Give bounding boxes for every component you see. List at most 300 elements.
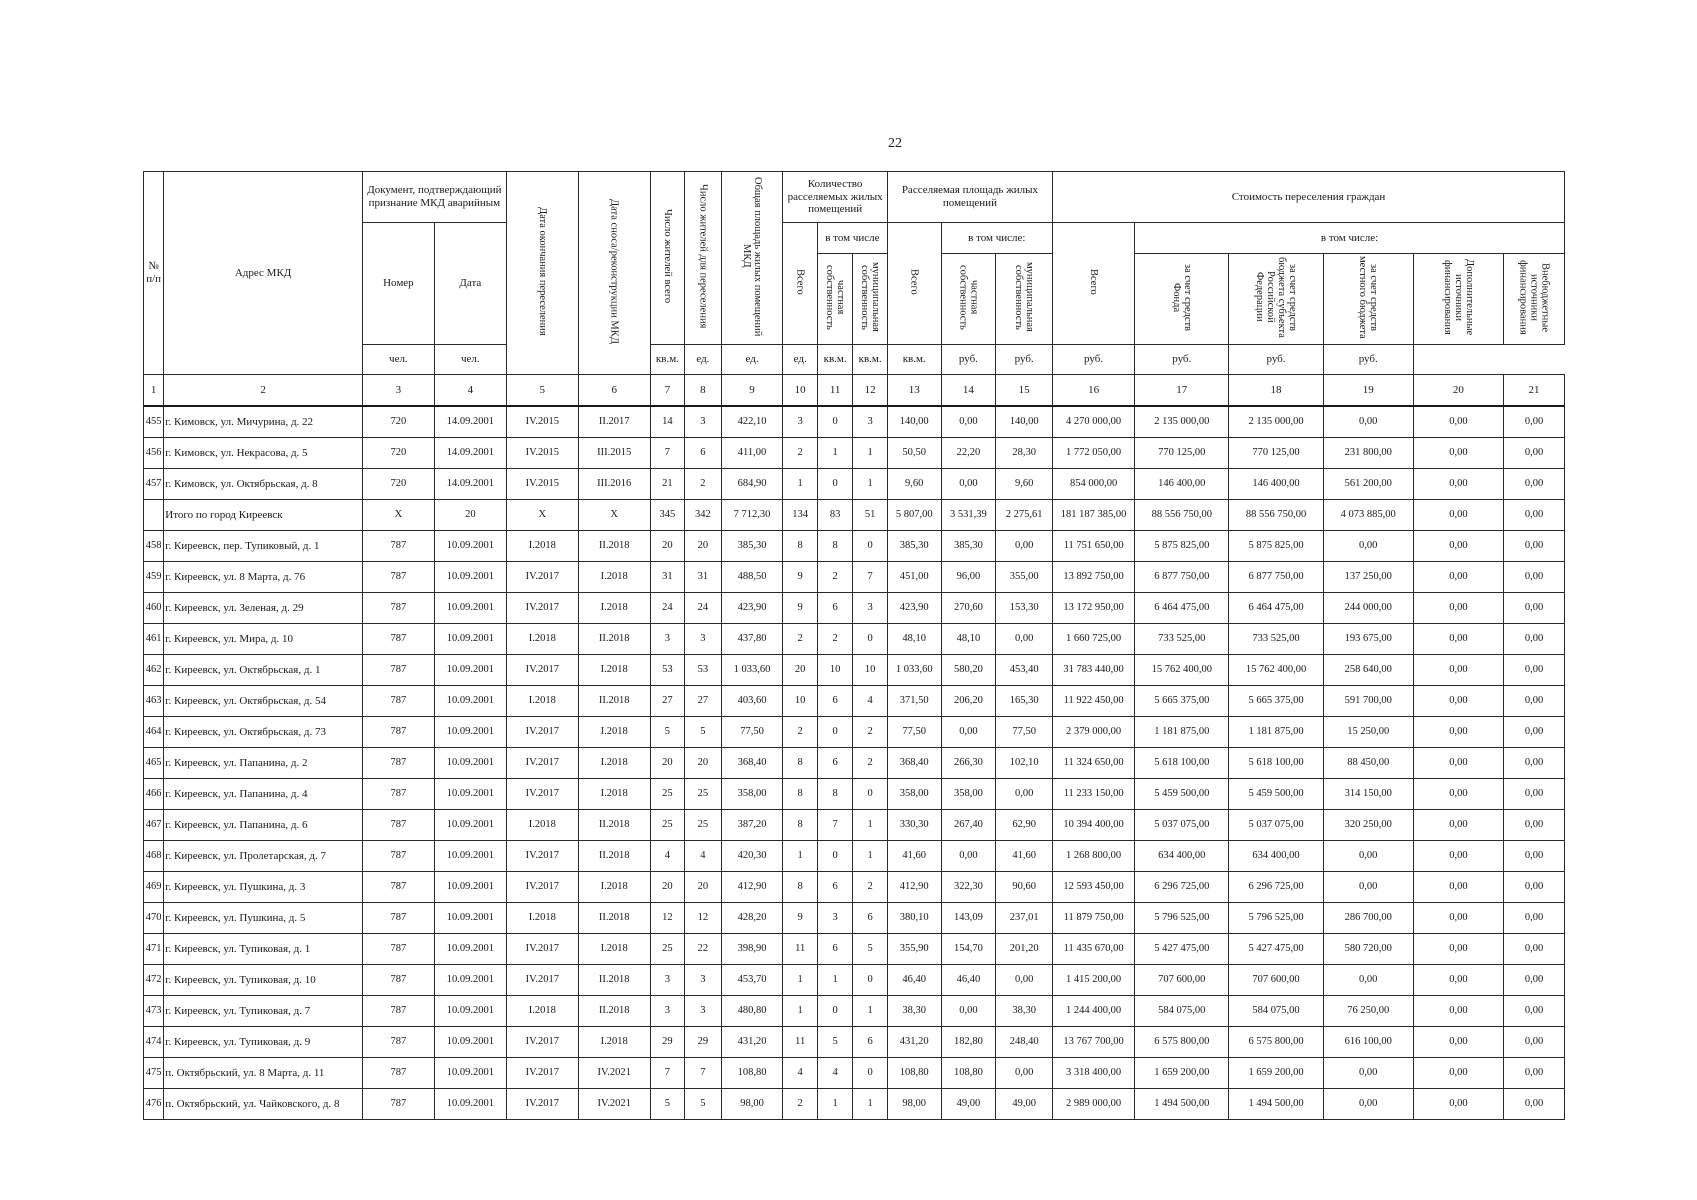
cell-r-res: 25	[685, 779, 721, 810]
cell-r-total: 4	[650, 841, 684, 872]
cell-q-mun: 1	[853, 1089, 887, 1120]
cell-c-all: 11 922 450,00	[1053, 686, 1135, 717]
cell-doc-no: 787	[362, 1089, 434, 1120]
column-number: 13	[887, 375, 941, 407]
cell-r-res: 7	[685, 1058, 721, 1089]
cell-q-all: 11	[783, 1027, 817, 1058]
cell-c-fund: 5 459 500,00	[1135, 779, 1229, 810]
cell-c-local: 76 250,00	[1323, 996, 1413, 1027]
cell-c-all: 181 187 385,00	[1053, 500, 1135, 531]
cell-q-mun: 7	[853, 562, 887, 593]
cell-c-fund: 5 427 475,00	[1135, 934, 1229, 965]
cell-doc-date: 10.09.2001	[434, 717, 506, 748]
cell-demo: III.2015	[578, 438, 650, 469]
cell-doc-date: 10.09.2001	[434, 779, 506, 810]
cell-demo: II.2018	[578, 841, 650, 872]
cell-r-total: 25	[650, 779, 684, 810]
cell-doc-date: 10.09.2001	[434, 872, 506, 903]
cell-demo: III.2016	[578, 469, 650, 500]
cell-c-off: 0,00	[1504, 810, 1565, 841]
header-area-in-that: в том числе:	[941, 223, 1053, 254]
cell-c-fund: 770 125,00	[1135, 438, 1229, 469]
cell-doc-date: 10.09.2001	[434, 841, 506, 872]
cell-q-priv: 0	[817, 841, 852, 872]
cell-c-subj: 5 665 375,00	[1229, 686, 1323, 717]
unit-rub-2: руб.	[996, 345, 1053, 375]
cell-q-mun: 6	[853, 1027, 887, 1058]
column-number: 2	[164, 375, 363, 407]
cell-n: 459	[144, 562, 164, 593]
cell-demo: I.2018	[578, 1027, 650, 1058]
cell-c-subj: 6 296 725,00	[1229, 872, 1323, 903]
unit-sqm-4: кв.м.	[887, 345, 941, 375]
cell-doc-date: 10.09.2001	[434, 686, 506, 717]
cell-q-mun: 0	[853, 965, 887, 996]
cell-a-mun: 237,01	[996, 903, 1053, 934]
column-number: 15	[996, 375, 1053, 407]
cell-c-add: 0,00	[1413, 624, 1503, 655]
header-num: № п/п	[144, 172, 164, 375]
cell-c-fund: 1 494 500,00	[1135, 1089, 1229, 1120]
cell-q-mun: 0	[853, 624, 887, 655]
cell-q-mun: 5	[853, 934, 887, 965]
cell-doc-date: 10.09.2001	[434, 996, 506, 1027]
cell-q-all: 9	[783, 562, 817, 593]
cell-q-mun: 1	[853, 438, 887, 469]
table-row	[144, 438, 1565, 469]
cell-c-add: 0,00	[1413, 1027, 1503, 1058]
cell-doc-date: 10.09.2001	[434, 810, 506, 841]
cell-addr: г. Кимовск, ул. Октябрьская, д. 8	[164, 469, 363, 500]
cell-q-mun: 1	[853, 996, 887, 1027]
cell-c-off: 0,00	[1504, 748, 1565, 779]
cell-demo: IV.2021	[578, 1089, 650, 1120]
cell-r-res: 342	[685, 500, 721, 531]
cell-c-local: 0,00	[1323, 406, 1413, 438]
cell-a-all: 451,00	[887, 562, 941, 593]
table-row	[144, 655, 1565, 686]
header-cost-local: за счет средств местного бюджета	[1323, 254, 1413, 345]
cell-c-subj: 733 525,00	[1229, 624, 1323, 655]
cell-doc-no: 720	[362, 406, 434, 438]
cell-q-priv: 2	[817, 562, 852, 593]
cell-c-add: 0,00	[1413, 1058, 1503, 1089]
cell-c-add: 0,00	[1413, 996, 1503, 1027]
cell-end: I.2018	[506, 810, 578, 841]
cell-c-fund: 707 600,00	[1135, 965, 1229, 996]
cell-c-subj: 770 125,00	[1229, 438, 1323, 469]
column-number: 1	[144, 375, 164, 407]
header-cost-in-that: в том числе:	[1135, 223, 1565, 254]
cell-r-total: 12	[650, 903, 684, 934]
cell-q-priv: 7	[817, 810, 852, 841]
unit-rub-3: руб.	[1053, 345, 1135, 375]
cell-doc-no: 787	[362, 748, 434, 779]
cell-a-all: 380,10	[887, 903, 941, 934]
cell-c-subj: 5 459 500,00	[1229, 779, 1323, 810]
cell-a-priv: 3 531,39	[941, 500, 996, 531]
cell-demo: II.2018	[578, 686, 650, 717]
cell-r-res: 53	[685, 655, 721, 686]
cell-r-res: 29	[685, 1027, 721, 1058]
cell-c-off: 0,00	[1504, 841, 1565, 872]
cell-c-subj: 6 464 475,00	[1229, 593, 1323, 624]
cell-c-local: 15 250,00	[1323, 717, 1413, 748]
cell-addr: г. Киреевск, ул. Тупиковая, д. 10	[164, 965, 363, 996]
cell-r-total: 345	[650, 500, 684, 531]
cell-doc-no: 787	[362, 934, 434, 965]
cell-a-all: 98,00	[887, 1089, 941, 1120]
cell-a-all: 358,00	[887, 779, 941, 810]
cell-c-fund: 6 296 725,00	[1135, 872, 1229, 903]
table-row	[144, 717, 1565, 748]
cell-r-total: 31	[650, 562, 684, 593]
cell-r-total: 3	[650, 624, 684, 655]
cell-addr: п. Октябрьский, ул. 8 Марта, д. 11	[164, 1058, 363, 1089]
cell-c-all: 2 989 000,00	[1053, 1089, 1135, 1120]
cell-a-all: 140,00	[887, 406, 941, 438]
cell-q-all: 2	[783, 1089, 817, 1120]
cell-c-local: 231 800,00	[1323, 438, 1413, 469]
cell-c-all: 11 879 750,00	[1053, 903, 1135, 934]
cell-c-fund: 5 037 075,00	[1135, 810, 1229, 841]
cell-q-priv: 1	[817, 438, 852, 469]
column-number: 12	[853, 375, 887, 407]
column-number: 6	[578, 375, 650, 407]
cell-r-total: 25	[650, 934, 684, 965]
column-number-row	[144, 375, 1565, 407]
cell-a-priv: 206,20	[941, 686, 996, 717]
cell-c-all: 1 660 725,00	[1053, 624, 1135, 655]
cell-end: IV.2017	[506, 593, 578, 624]
cell-c-off: 0,00	[1504, 996, 1565, 1027]
unit-sqm-2: кв.м.	[817, 345, 852, 375]
cell-a-priv: 182,80	[941, 1027, 996, 1058]
cell-r-res: 3	[685, 624, 721, 655]
cell-c-local: 314 150,00	[1323, 779, 1413, 810]
column-number: 18	[1229, 375, 1323, 407]
cell-a-all: 330,30	[887, 810, 941, 841]
cell-r-total: 3	[650, 965, 684, 996]
cell-addr: г. Киреевск, ул. Пушкина, д. 3	[164, 872, 363, 903]
cell-end: IV.2017	[506, 1027, 578, 1058]
cell-q-priv: 0	[817, 469, 852, 500]
cell-c-subj: 15 762 400,00	[1229, 655, 1323, 686]
cell-n: 456	[144, 438, 164, 469]
header-address: Адрес МКД	[164, 172, 363, 375]
cell-doc-no: 787	[362, 686, 434, 717]
cell-q-priv: 8	[817, 779, 852, 810]
cell-c-fund: 2 135 000,00	[1135, 406, 1229, 438]
cell-n: 466	[144, 779, 164, 810]
cell-area: 431,20	[721, 1027, 783, 1058]
cell-end: IV.2017	[506, 717, 578, 748]
cell-c-off: 0,00	[1504, 717, 1565, 748]
cell-r-res: 27	[685, 686, 721, 717]
cell-c-off: 0,00	[1504, 872, 1565, 903]
cell-c-local: 616 100,00	[1323, 1027, 1413, 1058]
cell-c-subj: 5 618 100,00	[1229, 748, 1323, 779]
cell-a-all: 1 033,60	[887, 655, 941, 686]
cell-q-mun: 3	[853, 593, 887, 624]
header-residents-total: Число жителей всего	[650, 172, 684, 345]
cell-addr: г. Киреевск, ул. Октябрьская, д. 54	[164, 686, 363, 717]
unit-rub-4: руб.	[1135, 345, 1229, 375]
cell-doc-date: 10.09.2001	[434, 748, 506, 779]
cell-q-all: 8	[783, 531, 817, 562]
cell-c-add: 0,00	[1413, 406, 1503, 438]
cell-area: 108,80	[721, 1058, 783, 1089]
cell-c-add: 0,00	[1413, 531, 1503, 562]
cell-q-mun: 2	[853, 872, 887, 903]
cell-demo: I.2018	[578, 779, 650, 810]
cell-c-off: 0,00	[1504, 1027, 1565, 1058]
cell-q-all: 11	[783, 934, 817, 965]
cell-r-total: 25	[650, 810, 684, 841]
cell-end: X	[506, 500, 578, 531]
cell-c-fund: 6 575 800,00	[1135, 1027, 1229, 1058]
cell-end: I.2018	[506, 686, 578, 717]
cell-a-mun: 62,90	[996, 810, 1053, 841]
cell-area: 368,40	[721, 748, 783, 779]
table-row	[144, 965, 1565, 996]
cell-q-priv: 6	[817, 748, 852, 779]
cell-c-add: 0,00	[1413, 562, 1503, 593]
header-end-date: Дата окончания переселения	[506, 172, 578, 375]
page-number: 22	[888, 136, 902, 151]
cell-q-priv: 5	[817, 1027, 852, 1058]
cell-a-all: 423,90	[887, 593, 941, 624]
cell-demo: II.2018	[578, 996, 650, 1027]
cell-end: I.2018	[506, 996, 578, 1027]
cell-r-total: 20	[650, 872, 684, 903]
cell-demo: I.2018	[578, 593, 650, 624]
cell-area: 98,00	[721, 1089, 783, 1120]
cell-r-total: 7	[650, 438, 684, 469]
cell-c-subj: 1 659 200,00	[1229, 1058, 1323, 1089]
cell-c-add: 0,00	[1413, 500, 1503, 531]
cell-n: 472	[144, 965, 164, 996]
cell-doc-date: 10.09.2001	[434, 562, 506, 593]
cell-c-all: 31 783 440,00	[1053, 655, 1135, 686]
header-cost-additional: Дополнительные источники финансирования	[1413, 254, 1503, 345]
cell-c-fund: 5 796 525,00	[1135, 903, 1229, 934]
cell-q-priv: 6	[817, 934, 852, 965]
cell-q-priv: 3	[817, 903, 852, 934]
cell-c-subj: 584 075,00	[1229, 996, 1323, 1027]
cell-r-res: 3	[685, 406, 721, 438]
cell-doc-no: X	[362, 500, 434, 531]
unit-people-2: чел.	[434, 345, 506, 375]
table-row	[144, 562, 1565, 593]
cell-c-all: 1 415 200,00	[1053, 965, 1135, 996]
cell-q-priv: 0	[817, 406, 852, 438]
cell-a-all: 412,90	[887, 872, 941, 903]
cell-c-local: 258 640,00	[1323, 655, 1413, 686]
cell-c-local: 4 073 885,00	[1323, 500, 1413, 531]
cell-c-add: 0,00	[1413, 903, 1503, 934]
cell-addr: г. Кимовск, ул. Некрасова, д. 5	[164, 438, 363, 469]
cell-doc-date: 10.09.2001	[434, 593, 506, 624]
column-number: 11	[817, 375, 852, 407]
cell-demo: I.2018	[578, 934, 650, 965]
cell-end: IV.2017	[506, 1089, 578, 1120]
cell-end: IV.2017	[506, 965, 578, 996]
cell-addr: г. Кимовск, ул. Мичурина, д. 22	[164, 406, 363, 438]
cell-q-mun: 1	[853, 810, 887, 841]
cell-c-local: 320 250,00	[1323, 810, 1413, 841]
table-row	[144, 934, 1565, 965]
cell-a-priv: 0,00	[941, 406, 996, 438]
cell-c-local: 244 000,00	[1323, 593, 1413, 624]
cell-doc-no: 787	[362, 965, 434, 996]
cell-c-add: 0,00	[1413, 1089, 1503, 1120]
cell-a-priv: 48,10	[941, 624, 996, 655]
cell-c-all: 11 435 670,00	[1053, 934, 1135, 965]
cell-a-mun: 28,30	[996, 438, 1053, 469]
table-row	[144, 779, 1565, 810]
cell-r-total: 5	[650, 1089, 684, 1120]
cell-r-res: 25	[685, 810, 721, 841]
cell-doc-no: 787	[362, 655, 434, 686]
cell-c-local: 591 700,00	[1323, 686, 1413, 717]
table-row	[144, 500, 1565, 531]
cell-n: 460	[144, 593, 164, 624]
cell-demo: II.2018	[578, 903, 650, 934]
cell-end: IV.2017	[506, 779, 578, 810]
cell-c-fund: 5 665 375,00	[1135, 686, 1229, 717]
cell-c-all: 1 244 400,00	[1053, 996, 1135, 1027]
cell-addr: г. Киреевск, ул. Папанина, д. 6	[164, 810, 363, 841]
cell-c-fund: 15 762 400,00	[1135, 655, 1229, 686]
cell-c-fund: 634 400,00	[1135, 841, 1229, 872]
cell-demo: II.2018	[578, 965, 650, 996]
column-number: 10	[783, 375, 817, 407]
cell-n	[144, 500, 164, 531]
cell-demo: I.2018	[578, 717, 650, 748]
cell-doc-no: 787	[362, 903, 434, 934]
cell-a-mun: 355,00	[996, 562, 1053, 593]
cell-n: 470	[144, 903, 164, 934]
cell-doc-no: 787	[362, 531, 434, 562]
cell-c-subj: 6 877 750,00	[1229, 562, 1323, 593]
unit-people-1: чел.	[362, 345, 434, 375]
cell-doc-no: 787	[362, 841, 434, 872]
cell-c-off: 0,00	[1504, 562, 1565, 593]
cell-a-mun: 0,00	[996, 1058, 1053, 1089]
cell-a-priv: 22,20	[941, 438, 996, 469]
cell-r-res: 2	[685, 469, 721, 500]
cell-q-all: 8	[783, 810, 817, 841]
cell-doc-date: 10.09.2001	[434, 624, 506, 655]
cell-n: 457	[144, 469, 164, 500]
cell-a-mun: 38,30	[996, 996, 1053, 1027]
cell-c-all: 11 233 150,00	[1053, 779, 1135, 810]
cell-c-local: 0,00	[1323, 965, 1413, 996]
table-row	[144, 469, 1565, 500]
cell-c-add: 0,00	[1413, 593, 1503, 624]
cell-area: 412,90	[721, 872, 783, 903]
cell-doc-date: 20	[434, 500, 506, 531]
cell-a-all: 46,40	[887, 965, 941, 996]
cell-a-mun: 0,00	[996, 624, 1053, 655]
cell-end: IV.2017	[506, 748, 578, 779]
cell-addr: г. Киреевск, ул. Папанина, д. 2	[164, 748, 363, 779]
header-doc-group: Документ, подтверждающий признание МКД аварийным	[362, 172, 506, 223]
cell-area: 453,70	[721, 965, 783, 996]
cell-c-add: 0,00	[1413, 717, 1503, 748]
cell-end: I.2018	[506, 903, 578, 934]
cell-end: IV.2017	[506, 562, 578, 593]
header-demolition-date: Дата сноса/реконструкции МКД	[578, 172, 650, 375]
cell-q-priv: 83	[817, 500, 852, 531]
cell-n: 474	[144, 1027, 164, 1058]
cell-c-all: 11 751 650,00	[1053, 531, 1135, 562]
cell-a-all: 77,50	[887, 717, 941, 748]
unit-units-2: ед.	[721, 345, 783, 375]
cell-r-res: 5	[685, 717, 721, 748]
cell-c-all: 4 270 000,00	[1053, 406, 1135, 438]
cell-r-res: 20	[685, 748, 721, 779]
cell-area: 7 712,30	[721, 500, 783, 531]
cell-area: 1 033,60	[721, 655, 783, 686]
cell-a-all: 38,30	[887, 996, 941, 1027]
cell-q-priv: 4	[817, 1058, 852, 1089]
cell-c-add: 0,00	[1413, 841, 1503, 872]
cell-n: 471	[144, 934, 164, 965]
cell-c-fund: 88 556 750,00	[1135, 500, 1229, 531]
cell-q-priv: 0	[817, 717, 852, 748]
cell-n: 465	[144, 748, 164, 779]
cell-a-priv: 46,40	[941, 965, 996, 996]
header-doc-date: Дата	[434, 223, 506, 345]
cell-r-total: 14	[650, 406, 684, 438]
cell-q-mun: 10	[853, 655, 887, 686]
cell-q-priv: 1	[817, 965, 852, 996]
cell-area: 387,20	[721, 810, 783, 841]
cell-c-off: 0,00	[1504, 1058, 1565, 1089]
cell-n: 468	[144, 841, 164, 872]
cell-n: 473	[144, 996, 164, 1027]
column-number: 9	[721, 375, 783, 407]
column-number: 14	[941, 375, 996, 407]
cell-q-mun: 2	[853, 717, 887, 748]
cell-a-all: 385,30	[887, 531, 941, 562]
cell-demo: I.2018	[578, 748, 650, 779]
header-cost-fund: за счет средств Фонда	[1135, 254, 1229, 345]
cell-demo: X	[578, 500, 650, 531]
cell-c-all: 1 772 050,00	[1053, 438, 1135, 469]
cell-end: IV.2015	[506, 406, 578, 438]
cell-end: IV.2017	[506, 934, 578, 965]
column-number: 17	[1135, 375, 1229, 407]
cell-c-off: 0,00	[1504, 469, 1565, 500]
cell-addr: г. Киреевск, ул. Мира, д. 10	[164, 624, 363, 655]
cell-a-priv: 96,00	[941, 562, 996, 593]
cell-c-subj: 1 181 875,00	[1229, 717, 1323, 748]
cell-demo: II.2018	[578, 531, 650, 562]
cell-c-subj: 5 427 475,00	[1229, 934, 1323, 965]
cell-n: 455	[144, 406, 164, 438]
cell-r-res: 4	[685, 841, 721, 872]
cell-q-priv: 0	[817, 996, 852, 1027]
cell-c-local: 286 700,00	[1323, 903, 1413, 934]
cell-q-priv: 6	[817, 686, 852, 717]
cell-end: IV.2017	[506, 841, 578, 872]
cell-n: 464	[144, 717, 164, 748]
cell-c-add: 0,00	[1413, 438, 1503, 469]
cell-c-local: 0,00	[1323, 1058, 1413, 1089]
